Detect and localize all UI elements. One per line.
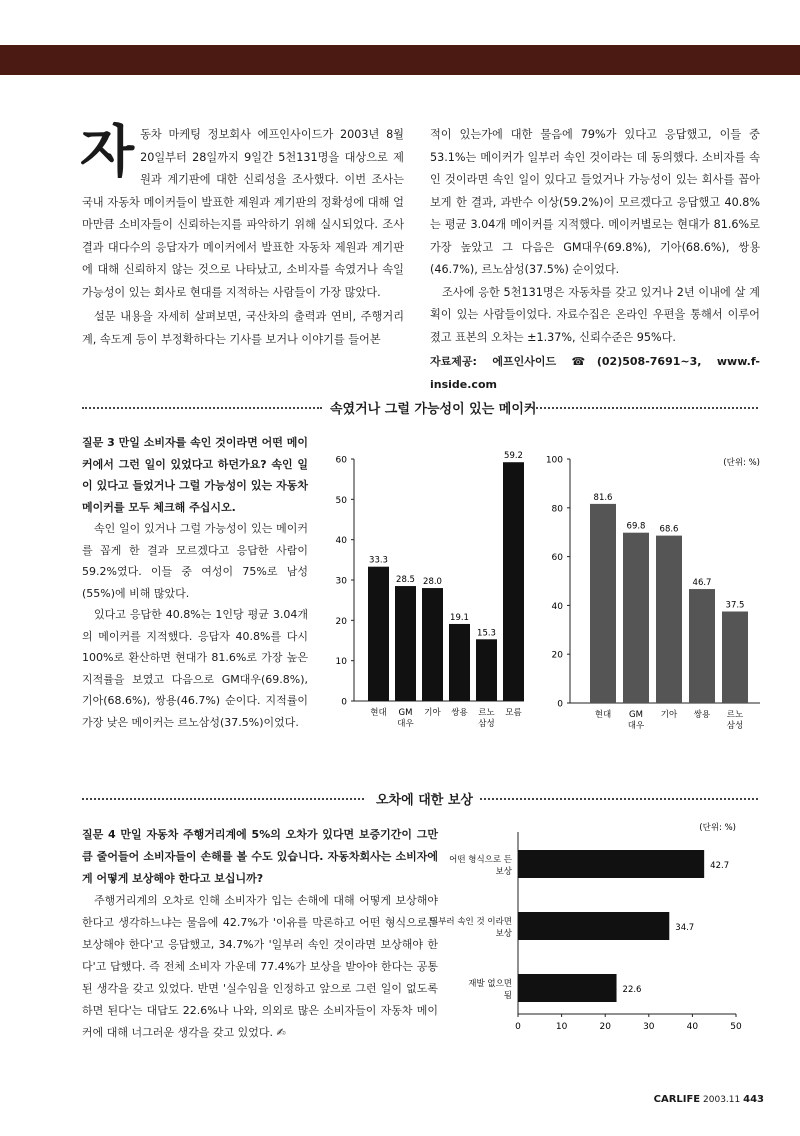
- unit-note: (단위: %): [699, 823, 736, 833]
- question-text: 질문 4 만일 자동차 주행거리계에 5%의 오차가 있다면 보증기간이 그만큼 줄어들어 소비자들이 손해를 볼 수도 있습니다. 자동차회사는 소비자에게 어떻게 보상해야 한다고 보십니까?: [82, 828, 438, 885]
- bar-value-label: 81.6: [593, 492, 613, 503]
- bar: [722, 612, 748, 704]
- bar: [476, 639, 497, 701]
- question-text: 질문 3 만일 소비자를 속인 것이라면 어떤 메이커에서 그런 일이 있었다고 하던가요? 속인 일이 있다고 들었거나 그럴 가능성이 있는 자동차 메이커를 모두 체크해 주십시오.: [82, 436, 308, 514]
- source-credit: 자료제공: 에프인사이드 ☎(02)508-7691~3, www.f-inside.com: [430, 355, 760, 391]
- category-label: 현대: [594, 710, 612, 720]
- y-tick-label: 0: [341, 697, 347, 708]
- article-intro: 동차 마케팅 정보회사 에프인사이드가 2003년 8월 20일부터 28일까지 9일간 5천131명을 대상으로 제원과 계기판에 대한 신뢰성을 조사했다. 이번 조사는 국내 자동차 메이커들이 발표한 제원과 계기판의 정확성에 대해 얼마만큼 소비자들이 신뢰하는지를 파악하기 위해 실시되었다. 조사결과 대다수의 응답자가 메이커에서 발표한 자동차 제원과 계기판에 대해 신뢰하지 않는 것으로 나타났고, 소비자를 속였거나 속일 가능성이 있는 회사로 현대를 지적하는 사람들이 가장 많았다.: [82, 128, 404, 299]
- bar: [422, 588, 443, 701]
- x-tick-label: 30: [643, 1022, 655, 1032]
- x-tick-label: 20: [599, 1022, 611, 1032]
- article-paragraph: 설문 내용을 자세히 살펴보면, 국산차의 출력과 연비, 주행거리계, 속도계 등이 부정확하다는 기사를 보거나 이야기를 들어본: [82, 310, 404, 346]
- section-heading: [82, 789, 758, 809]
- category-label: 현대: [370, 708, 387, 718]
- y-tick-label: 100: [545, 455, 563, 466]
- category-label: 쌍용: [451, 708, 468, 718]
- bar: [518, 850, 704, 878]
- category-label: 쌍용: [693, 710, 711, 720]
- top-color-bar: [0, 45, 800, 75]
- bar-value-label: 15.3: [477, 628, 496, 639]
- bar: [449, 624, 470, 701]
- x-tick-label: 40: [686, 1022, 699, 1032]
- bar: [623, 533, 649, 703]
- page-number: 443: [743, 1094, 764, 1105]
- category-label: GM: [629, 710, 643, 720]
- bar: [656, 536, 682, 703]
- section-title: 오차에 대한 보상: [376, 793, 473, 808]
- bar: [518, 912, 669, 940]
- category-label: 대우: [627, 721, 645, 731]
- question-block: [82, 432, 308, 733]
- category-label: 일부러 속인 것 이라면: [429, 917, 512, 927]
- article-column-1: [80, 119, 404, 351]
- y-tick-label: 20: [335, 616, 347, 627]
- bar-value-label: 19.1: [450, 612, 469, 623]
- category-label: GM: [398, 708, 413, 718]
- bar-value-label: 33.3: [369, 555, 388, 566]
- category-label: 됨: [503, 991, 512, 1001]
- chart-all-respondents: [328, 445, 528, 755]
- article-paragraph: 적이 있는가에 대한 물음에 79%가 있다고 응답했고, 이들 중 53.1%는 메이커가 일부러 속인 것이라는 데 동의했다. 소비자를 속인 것이라면 속인 일이 있다고 들었거나 가능성이 있는 회사를 꼽아보게 한 결과, 과반수 이상(59.2%)이 모르겠다고 응답했고 40.8%는 평균 3.04개 메이커를 지적했다. 메이커별로는 현대가 81.6%로 가장 높았고 그 다음은 GM대우(69.8%), 기아(68.6%), 쌍용(46.7%), 르노삼성(37.5%) 순이었다.: [430, 128, 760, 276]
- category-label: 르노: [478, 708, 495, 718]
- bar-value-label: 28.0: [423, 577, 442, 588]
- answer-paragraph: 있다고 응답한 40.8%는 1인당 평균 3.04개의 메이커를 지적했다. 응답자 40.8%를 다시 100%로 환산하면 현대가 81.6%로 가장 높은 지적률을 보였고 다음으로 GM대우(69.8%), 기아(68.6%), 쌍용(46.7%) 순이다. 지적률이 가장 낮은 메이커는 르노삼성(37.5%)이었다.: [82, 608, 308, 729]
- category-label: 보상: [495, 929, 512, 939]
- y-tick-label: 20: [551, 650, 563, 661]
- y-tick-label: 0: [557, 699, 563, 710]
- category-label: 삼성: [478, 719, 495, 729]
- category-label: 재발 없으면: [468, 979, 512, 989]
- category-label: 대우: [397, 719, 414, 729]
- y-tick-label: 30: [335, 576, 347, 587]
- chart-makers-ratio: [540, 445, 770, 755]
- y-tick-label: 60: [335, 455, 347, 466]
- category-label: 기아: [660, 710, 678, 720]
- section-heading: [82, 398, 758, 418]
- bar: [395, 586, 416, 701]
- bar-value-label: 68.6: [659, 524, 679, 535]
- bar-value-label: 46.7: [692, 578, 712, 589]
- bar-value-label: 69.8: [626, 521, 646, 532]
- category-label: 르노: [726, 710, 744, 720]
- answer-paragraph: 속인 일이 있거나 그럴 가능성이 있는 메이커를 꼽게 한 결과 모르겠다고 응답한 사람이 59.2%였다. 이들 중 여성이 75%로 남성(55%)에 비해 많았다.: [82, 522, 308, 600]
- bar-value-label: 22.6: [622, 985, 642, 995]
- article-paragraph: 조사에 응한 5천131명은 자동차를 갖고 있거나 2년 이내에 살 계획이 있는 사람들이었다. 자료수집은 온라인 우편을 통해서 이루어졌고 표본의 오차는 ±1.37%, 신뢰수준은 95%다.: [430, 285, 760, 344]
- bar: [368, 567, 389, 701]
- y-tick-label: 40: [335, 536, 347, 547]
- x-tick-label: 10: [555, 1022, 568, 1032]
- category-label: 삼성: [726, 721, 744, 731]
- answer-paragraph: 주행거리계의 오차로 인해 소비자가 입는 손해에 대해 어떻게 보상해야 한다고 생각하느냐는 물음에 42.7%가 '이유를 막론하고 어떤 형식으로든 보상해야 한다'고 응답했고, 34.7%가 '일부러 속인 것이라면 보상해야 한다'고 답했다. 즉 전체 소비자 가운데 77.4%가 보상을 받아야 한다는 공통된 생각을 갖고 있었다. 반면 '실수임을 인정하고 앞으로 그런 일이 없도록 하면 된다'는 대답도 22.6%나 나와, 의외로 많은 소비자들이 자동차 메이커에 대해 너그러운 생각을 갖고 있었다. ✍: [82, 894, 438, 1039]
- bar: [590, 504, 616, 703]
- bar-value-label: 34.7: [675, 923, 695, 933]
- y-tick-label: 80: [551, 504, 563, 515]
- bar-value-label: 59.2: [504, 451, 523, 462]
- category-label: 어떤 형식으로 든: [449, 855, 512, 865]
- issue-date: 2003.11: [703, 1095, 741, 1105]
- chart-compensation: [429, 818, 760, 1048]
- y-tick-label: 10: [335, 657, 347, 668]
- x-tick-label: 50: [730, 1022, 742, 1032]
- section-title: 속였거나 그럴 가능성이 있는 메이커: [330, 402, 537, 417]
- x-tick-label: 0: [515, 1022, 521, 1032]
- unit-note: (단위: %): [723, 458, 760, 468]
- bar: [518, 974, 617, 1002]
- magazine-name: CARLIFE: [653, 1094, 701, 1105]
- bar-value-label: 28.5: [396, 575, 415, 586]
- y-tick-label: 60: [551, 553, 563, 564]
- category-label: 보상: [495, 867, 512, 877]
- bar-value-label: 37.5: [725, 600, 745, 611]
- dropcap: 자: [80, 119, 135, 185]
- question-block: [82, 824, 438, 1044]
- bar: [689, 589, 715, 703]
- bar: [503, 462, 524, 701]
- category-label: 모름: [505, 708, 522, 718]
- category-label: 기아: [424, 708, 441, 718]
- y-tick-label: 50: [335, 495, 347, 506]
- article-column-2: [430, 124, 760, 396]
- bar-value-label: 42.7: [710, 861, 730, 871]
- y-tick-label: 40: [551, 601, 563, 612]
- page-footer: [654, 1094, 764, 1105]
